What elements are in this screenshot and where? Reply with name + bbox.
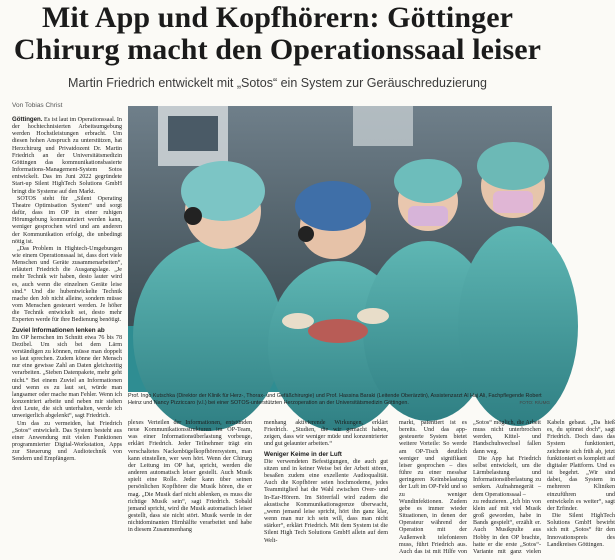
paragraph-3: „Das Problem in Hightech-Umgebungen wie einem Operationssaal ist, dass dort viele Menschen und Geräte zusammenarbeiten“, erläutert Friedrich die Ausgangslage. „Je mehr Technik wir haben, desto lauter wird es, auch wenn die einzelnen Geräte leise sind.“ Und die hubentwickelte Technik mache den Job nicht alleine, sondern müsse vom Menschen gesteuert werden. Je höher die Technik entwickelt sei, desto mehr Experten werde für ihre Bedienung benötigt.	[12, 245, 122, 324]
paragraph-4: Im OP herrschen im Schnitt etwa 76 bis 78 Dezibel. Um sich bei dem Lärm verständigen zu können, müsse man doppelt so laut sprechen. Zudem könne der Mensch nur eine gewisse Zahl an Daten gleichzeitig verarbeiten. „Sieben Datenpakete, mehr geht nicht.“ Bei einem Zuviel an Informationen und wenn es zu laut sei, würde man langsamer oder mache man Fehler. Wenn ich konzentriert arbeite und neben mir stehen drei Leute, die sich unterhalten, werde ich unweigerlich abgelenkt“, sagt Friedrich.	[12, 334, 122, 420]
paragraph-8: Die verwendeten Befestigungen, die auch gut sitzen und in keiner Weise bei der Arbeit stören, besaßen zudem eine exzellente Audioqualität. Auch die Kopfhörer seien hochmoderne, jedes Teammitglied hat die Wahl zwischen Over- und In-Ear-Hörern. Im Störerfall wird zudem die akustische Kommunikationsgrenze überwacht, „wenn jemand leise spricht, hört ihn ganz klar, wenn man nur ich sein will, dass man nicht stärker“, erklärt Friedrich. Mit dem System ist die Silent High Tech Solutions GmbH allein auf dem Welt-	[264, 458, 388, 544]
paragraph-1	[12, 116, 122, 196]
photo-caption-text: Prof. Ingo Kutschka (Direktor der Klinik für Herz-, Thorax- und Gefäßchirurgie) und Prof. Hassina Baraki (Leitende Oberärztin), Assistenzarzt Al Haj Ali, Fachpflegende Robert Heinz und Nancy Pizziccaro (v.l.) bei einer SOTOS-unterstützten Herzoperation an der Universitätsmedizin Göttingen.	[128, 393, 542, 406]
photo-credit: FOTO: R/UMG	[519, 400, 550, 405]
paragraph-9: markt, patentiert ist es bereits. Und das app-gesteuerte System bietet weitere Vorteile: So werde am OP-Tisch deutlich weniger und signifikant leiser gesprochen – dies führe zu einer messbar geringeren Keimbelastung der Luft im OP-Feld und so zu weniger Wundinfektionen. Zudem gebe es immer wieder Situationen, in denen der Operateur während der Operation mit der Außenwelt telefonieren muss, führt Friedrich aus. Auch das ist mit Hilfe von „Sotos“ möglich, die Arbeit muss nicht unterbrochen werden, Kittel- und Handschuhwechsel fallen dann weg.	[399, 420, 541, 555]
headline-line-1: Mit App und Kopfhörern: Göttinger	[41, 1, 514, 34]
article-column-2	[128, 420, 252, 558]
paragraph-12: Die Silent HighTech Solutions GmbH bewirbt sich mit „Sotos“ für den Innovationspreis des Landkreises Göttingen.	[547, 513, 615, 548]
dateline: Göttingen.	[12, 116, 43, 123]
headline	[0, 2, 555, 66]
paragraph-11: zu reduzieren. „Ich bin von klein auf mit viel Musik groß geworden, habe in Bands gespielt“, erzählt er. Auch Musikpulte aus Hobby in den OP brachte, hatte er die erste „Sotos“-Variante mit ganz vielen Kabeln gebaut. „Da hieß es, du spinnst doch“, sagt Friedrich. Doch dass das System funktioniert, zeichnete sich früh ab, jetzt funktioniert es komplett auf digitaler Plattform. Und es ist begehrt. „Wir sind dabei, das System in mehreren Kliniken einzuführen und entwickeln es weiter“, sagt der Erfinder.	[473, 420, 615, 555]
section-heading-2: Weniger Keime in der Luft	[264, 450, 342, 458]
headline-line-2: Chirurg macht den Operationssaal leiser	[13, 33, 542, 66]
paragraph-7: menhang aktivierende Wirkungen, erklärt Friedrich. „Studien, die wir gemacht haben, zeigen, dass wir weniger müde und konzentrierter und gut gelaunter arbeiten.“	[264, 420, 388, 448]
article-column-4	[399, 420, 615, 558]
article-column-1	[12, 116, 122, 558]
paragraph-5: Um das zu vermeiden, hat Friedrich „Sotos“ entwickelt. Das System besteht aus einer Anwendung mit vielen Funktionen programmierter Digital-Workstation, Apps zur Steuerung und Audiotechnik von Sendern und Empfängern.	[12, 420, 122, 463]
subheadline: Martin Friedrich entwickelt mit „Sotos“ ein System zur Geräuschreduzierung	[68, 76, 487, 90]
photo-caption	[128, 393, 552, 406]
article-column-3	[264, 420, 388, 558]
paragraph-2: SOTOS steht für „Silent Operating Theatre Optimisation System“ und sorgt dafür, dass im OP in einer ruhigen Hörumgebung kommuniziert werden kann, weniger gesprochen wird und am anderen der Kommunikation erfolgt, die unbedingt nötig ist.	[12, 195, 122, 245]
surgery-photo	[128, 106, 552, 392]
section-heading: Zuviel Informationen lenken ab	[12, 326, 105, 334]
author-byline: Von Tobias Christ	[12, 102, 63, 109]
paragraph-1-text: Es ist laut im Operationssaal. In der hochtechnisierten Arbeitsumgebung werden Hochstleistungen erbracht. Um diesen hohen Anspruch zu unterstützen, hat Herzchirurg und Privatdozent Dr. Martin Friedrich an der Universitätsmedizin Göttingen das kommunikationsbasierte Informations-Management-System Sotos entwickelt. Das im Juni 2022 gegründete Start-up Silent HighTech Solutions GmbH bringt die Systeme auf den Markt.	[12, 117, 122, 195]
paragraph-10: Die App hat Friedrich selbst entwickelt, um die Lärmbelastung und Informationsüberlastung zu senken. Aufnahmegerät – dem Operationssaal –	[473, 455, 541, 498]
paragraph-6: plexes Verteilen der Informationen, entstünden neue Kommunikationsstrukturen im OP-Team, was einer Informationsüberlastung vorbeuge, erklärt Friedrich. Jeder Teilnehmer trägt ein verschaltetes Nackenbügelkopfhörersystem, man kann einstellen, wer wen hört. Wenn der Chirurg der Leitung im OP hat, spricht, werden die anderen automatisch leiser gestellt. Auch Musik spielt eine Rolle. Jeder kann über seinen persönlichen Kopfhörer die Musik hören, die er mag. „Die Musik darf nicht ablenken, es muss die richtige Musik sein“, sagt Friedrich. Sobald jemand spricht, wird die Musik automatisch leiser gestellt, dass sie nicht stört. Musik werde in der nichtdominanten Hirnhälfte verarbeitet und habe in diesem Zusammenhang	[128, 420, 252, 534]
